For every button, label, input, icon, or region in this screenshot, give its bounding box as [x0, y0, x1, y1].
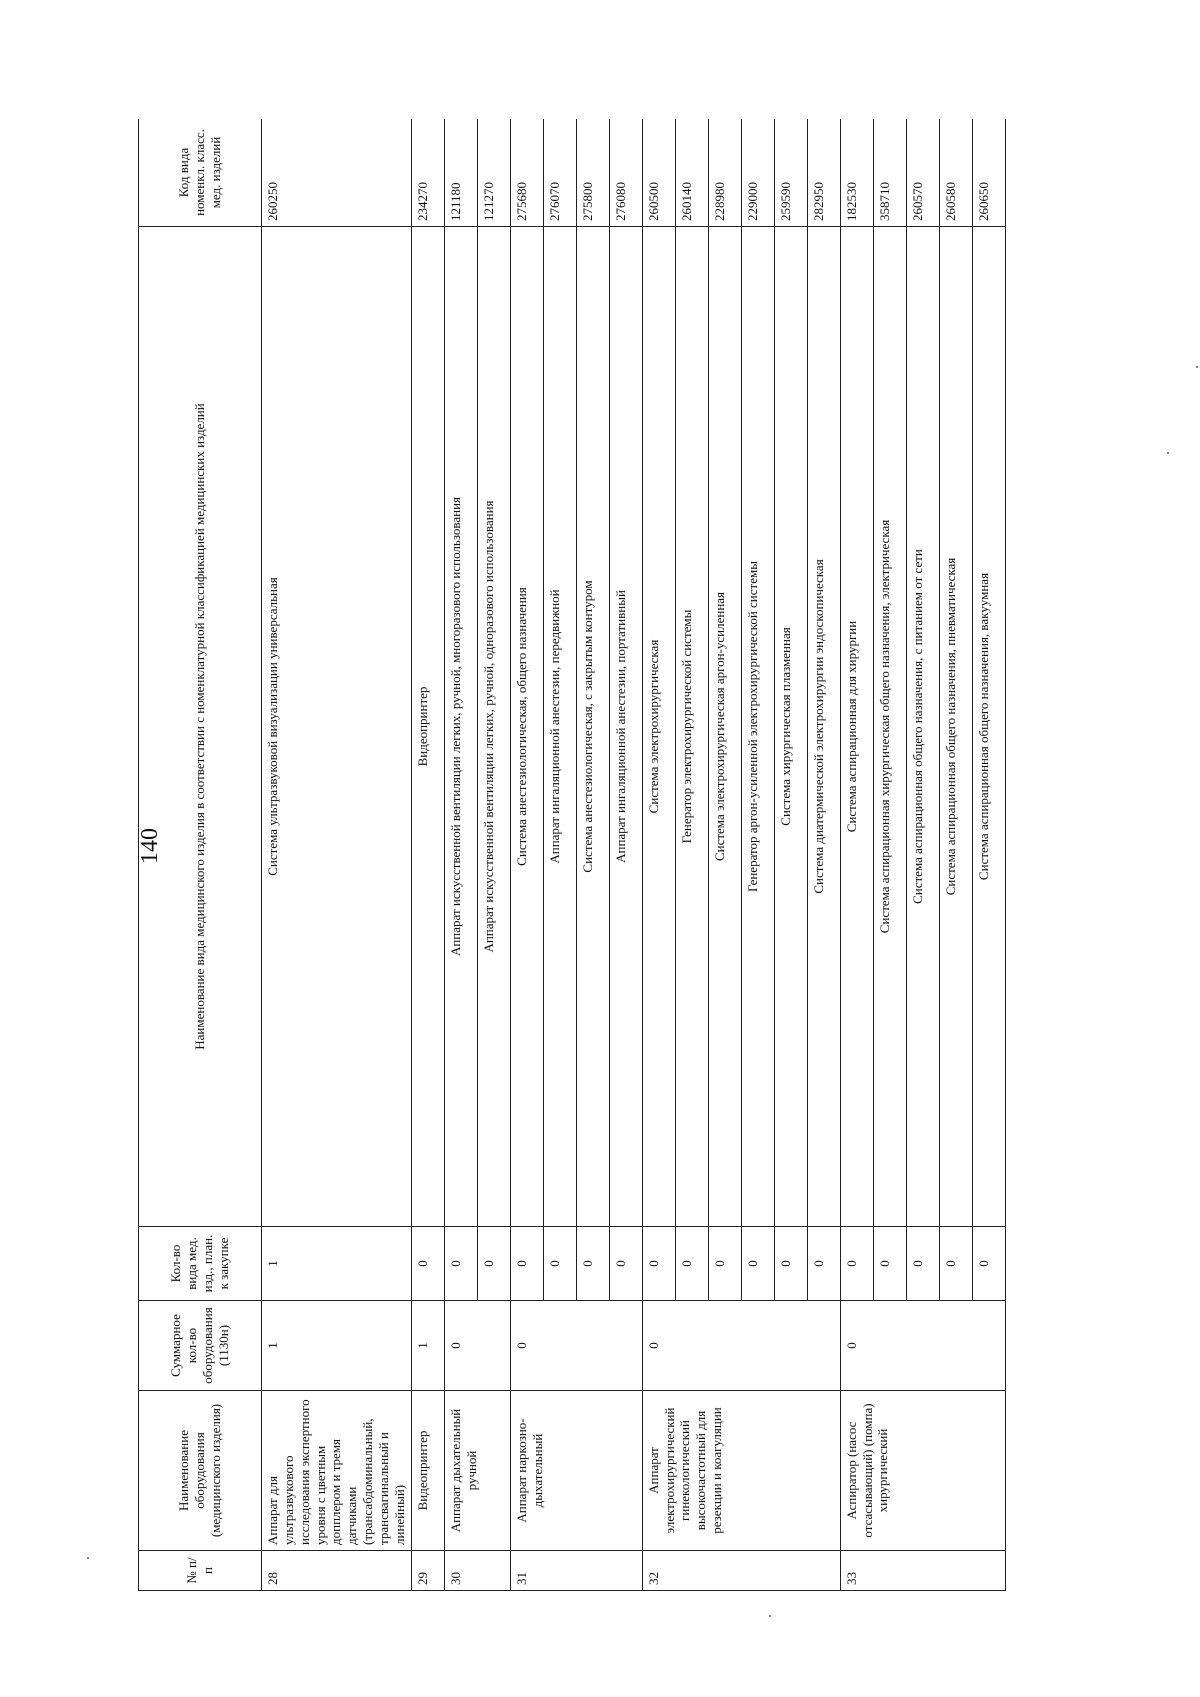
table-row	[444, 119, 477, 1591]
cell-kind: Система электрохирургическая	[642, 227, 675, 1227]
cell-kind: Система хирургическая плазменная	[774, 227, 807, 1227]
cell-equipment: Аспиратор (насос отсасывающий) (помпа) хирургический	[840, 1391, 1005, 1551]
cell-code: 260650	[972, 119, 1005, 227]
cell-code: 282950	[807, 119, 840, 227]
cell-kind: Система аспирационная общего назначения, вакуумная	[972, 227, 1005, 1227]
cell-equipment: Видеопринтер	[411, 1391, 444, 1551]
header-total: Суммарное кол-во оборудования (1130н)	[139, 1301, 262, 1391]
cell-qty: 0	[444, 1227, 477, 1301]
cell-code: 260250	[262, 119, 412, 227]
cell-qty: 0	[741, 1227, 774, 1301]
cell-kind: Система аспирационная хирургическая общего назначения, электрическая	[873, 227, 906, 1227]
header-row	[139, 119, 262, 1591]
cell-code: 182530	[840, 119, 873, 227]
table-row	[642, 119, 675, 1591]
cell-code: 260580	[939, 119, 972, 227]
rotated-table	[138, 119, 1020, 1591]
cell-code: 260500	[642, 119, 675, 227]
cell-qty: 0	[840, 1227, 873, 1301]
cell-num: 29	[411, 1551, 444, 1591]
cell-qty: 0	[939, 1227, 972, 1301]
cell-kind: Система диатермической электрохирургии эндоскопическая	[807, 227, 840, 1227]
cell-num: 28	[262, 1551, 412, 1591]
scan-speck	[1196, 366, 1198, 368]
cell-code: 259590	[774, 119, 807, 227]
cell-code: 275680	[510, 119, 543, 227]
cell-equipment: Аппарат для ультразвукового исследования экспертного уровня с цветным допплером и тремя датчиками (трансабдоминальный, трансвагинальный и линейный)	[262, 1391, 412, 1551]
cell-code: 121180	[444, 119, 477, 227]
cell-code: 228980	[708, 119, 741, 227]
cell-qty: 0	[675, 1227, 708, 1301]
cell-qty: 0	[543, 1227, 576, 1301]
table-row	[411, 119, 444, 1591]
cell-equipment: Аппарат дыхательный ручной	[444, 1391, 510, 1551]
cell-kind: Система ультразвуковой визуализации универсальная	[262, 227, 412, 1227]
cell-total: 0	[642, 1301, 840, 1391]
header-num: № п/п	[139, 1551, 262, 1591]
cell-kind: Аппарат искусственной вентиляции легких, ручной, многоразового использования	[444, 227, 477, 1227]
cell-num: 32	[642, 1551, 840, 1591]
cell-qty: 0	[576, 1227, 609, 1301]
cell-code: 275800	[576, 119, 609, 227]
table-row	[262, 119, 412, 1591]
cell-kind: Система аспирационная общего назначения, с питанием от сети	[906, 227, 939, 1227]
scan-speck	[1167, 452, 1169, 454]
cell-num: 33	[840, 1551, 1005, 1591]
cell-code: 260570	[906, 119, 939, 227]
cell-qty: 0	[510, 1227, 543, 1301]
cell-qty: 0	[477, 1227, 510, 1301]
cell-kind: Система анестезиологическая, с закрытым контуром	[576, 227, 609, 1227]
cell-num: 30	[444, 1551, 510, 1591]
cell-equipment: Аппарат наркозно- дыхательный	[510, 1391, 642, 1551]
cell-equipment: Аппарат электрохирургический гинекологический высокочастотный для резекции и коагуляции	[642, 1391, 840, 1551]
cell-code: 276070	[543, 119, 576, 227]
cell-kind: Генератор электрохирургической системы	[675, 227, 708, 1227]
scan-speck	[87, 1557, 89, 1559]
cell-code: 260140	[675, 119, 708, 227]
header-equipment: Наименование оборудования (медицинского изделия)	[139, 1391, 262, 1551]
cell-kind: Видеопринтер	[411, 227, 444, 1227]
cell-total: 0	[444, 1301, 510, 1391]
cell-qty: 0	[906, 1227, 939, 1301]
cell-kind: Система аспирационная общего назначения, пневматическая	[939, 227, 972, 1227]
cell-total: 0	[510, 1301, 642, 1391]
cell-code: 121270	[477, 119, 510, 227]
cell-code: 234270	[411, 119, 444, 227]
cell-total: 0	[840, 1301, 1005, 1391]
cell-qty: 0	[708, 1227, 741, 1301]
cell-kind: Система анестезиологическая, общего назначения	[510, 227, 543, 1227]
cell-code: 229000	[741, 119, 774, 227]
scan-speck	[769, 1615, 771, 1617]
cell-total: 1	[411, 1301, 444, 1391]
cell-kind: Аппарат искусственной вентиляции легких, ручной, одноразового использования	[477, 227, 510, 1227]
cell-qty: 0	[411, 1227, 444, 1301]
cell-total: 1	[262, 1301, 412, 1391]
equipment-table	[138, 119, 1006, 1591]
cell-qty: 0	[609, 1227, 642, 1301]
cell-code: 358710	[873, 119, 906, 227]
page-number: 140	[137, 828, 163, 864]
cell-kind: Система электрохирургическая аргон-усиленная	[708, 227, 741, 1227]
header-kind: Наименование вида медицинского изделия в соответствии с номенклатурной классификацией медицинских изделий	[139, 227, 262, 1227]
cell-kind: Система аспирационная для хирургии	[840, 227, 873, 1227]
cell-num: 31	[510, 1551, 642, 1591]
cell-kind: Аппарат ингаляционной анестезии, передвижной	[543, 227, 576, 1227]
cell-qty: 0	[807, 1227, 840, 1301]
cell-qty: 0	[873, 1227, 906, 1301]
cell-kind: Генератор аргон-усиленной электрохирургической системы	[741, 227, 774, 1227]
cell-qty: 0	[642, 1227, 675, 1301]
table-row	[840, 119, 873, 1591]
cell-qty: 0	[972, 1227, 1005, 1301]
cell-kind: Аппарат ингаляционной анестезии, портативный	[609, 227, 642, 1227]
equipment-table-container	[138, 119, 1020, 1591]
header-qty: Кол-во вида мед. изд., план. к закупке	[139, 1227, 262, 1301]
cell-qty: 1	[262, 1227, 412, 1301]
header-code: Код вида номенкл. класс. мед. изделий	[139, 119, 262, 227]
cell-qty: 0	[774, 1227, 807, 1301]
table-row	[510, 119, 543, 1591]
cell-code: 276080	[609, 119, 642, 227]
